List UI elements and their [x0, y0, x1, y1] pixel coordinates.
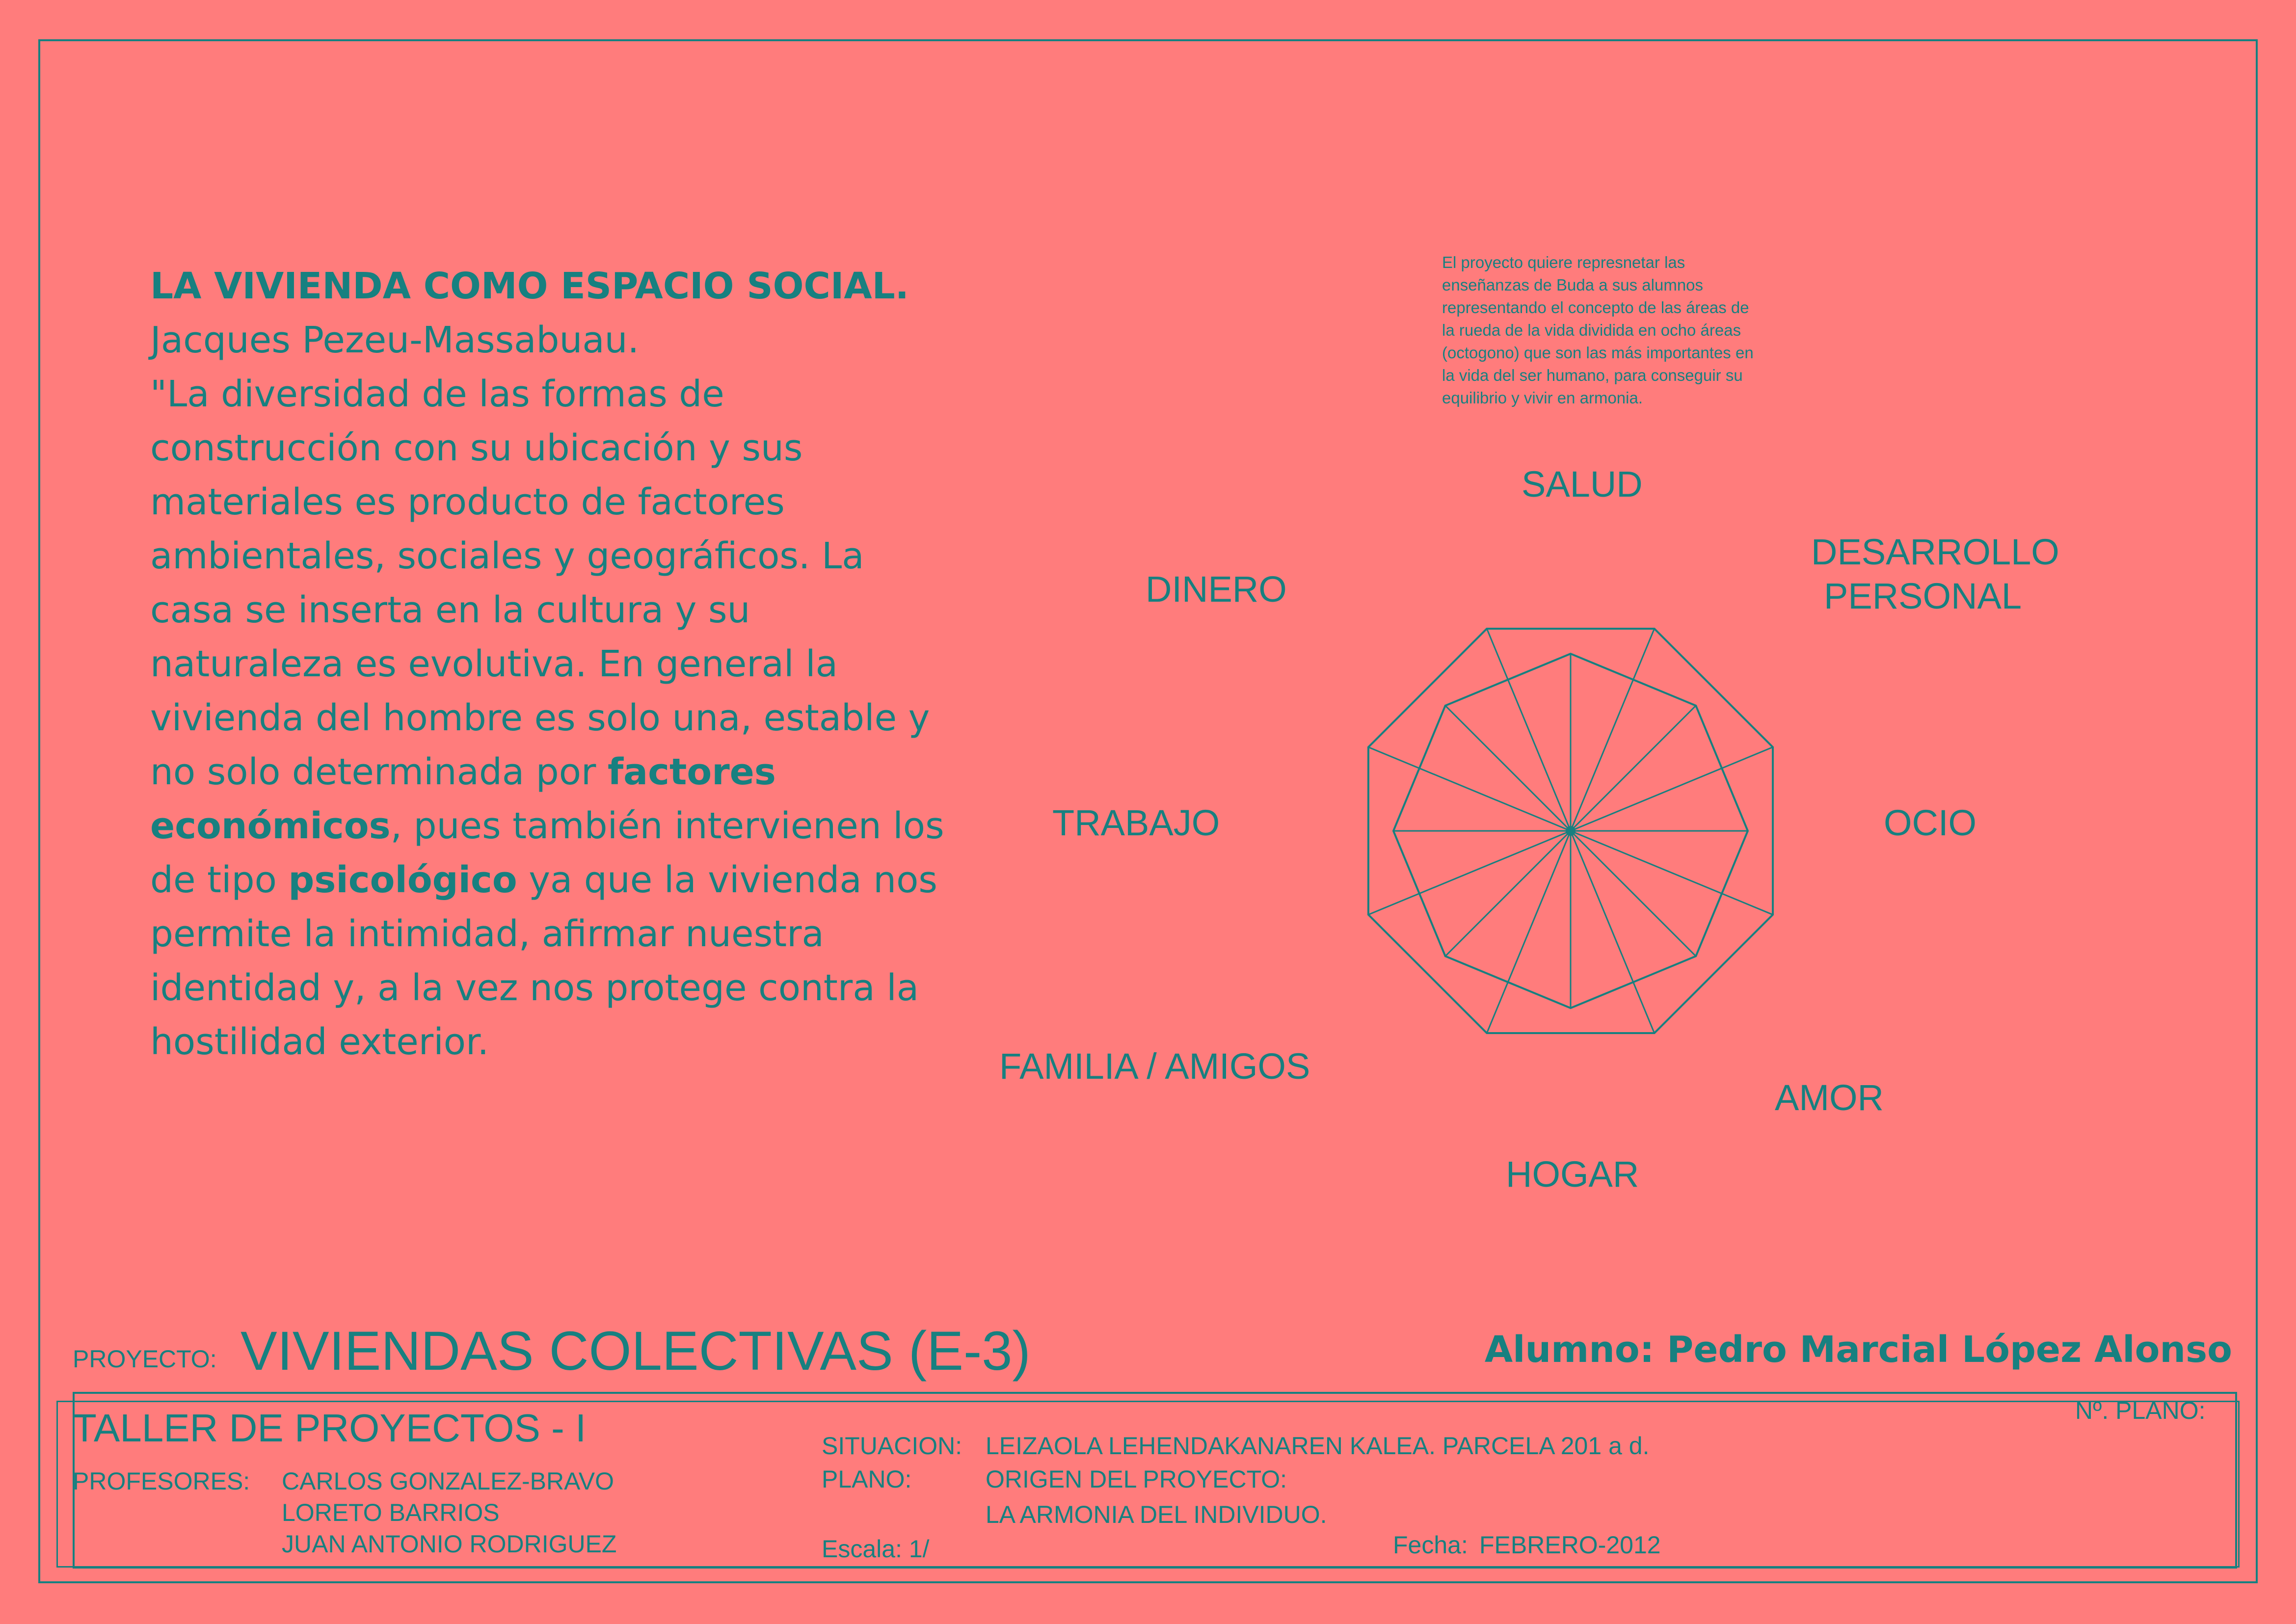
essay-bold-psicologico: psicológico: [288, 859, 517, 901]
situacion-label: SITUACION:: [822, 1432, 962, 1460]
escala: Escala: 1/: [822, 1535, 930, 1563]
profesores-label: PROFESORES:: [73, 1467, 250, 1495]
fecha-value: FEBRERO-2012: [1479, 1531, 1661, 1559]
essay-text: [150, 259, 945, 1069]
profesor-2: LORETO BARRIOS: [282, 1499, 500, 1526]
essay-title: LA VIVIENDA COMO ESPACIO SOCIAL.: [150, 265, 909, 307]
proyecto-title: VIVIENDAS COLECTIVAS (E-3): [240, 1320, 1031, 1382]
label-salud: SALUD: [1522, 464, 1643, 505]
label-familia-amigos: FAMILIA / AMIGOS: [999, 1046, 1310, 1087]
label-desarrollo-2: PERSONAL: [1824, 576, 2022, 616]
label-amor: AMOR: [1775, 1077, 1884, 1118]
profesor-1: CARLOS GONZALEZ-BRAVO: [282, 1467, 614, 1495]
proyecto-label: PROYECTO:: [73, 1345, 217, 1373]
label-desarrollo-1: DESARROLLO: [1811, 532, 2059, 572]
situacion-value: LEIZAOLA LEHENDAKANAREN KALEA. PARCELA 201 a d.: [986, 1432, 1650, 1460]
plano-value-2: LA ARMONIA DEL INDIVIDUO.: [986, 1501, 1327, 1528]
profesor-3: JUAN ANTONIO RODRIGUEZ: [282, 1530, 617, 1558]
plano-label: PLANO:: [822, 1465, 912, 1493]
label-ocio: OCIO: [1884, 802, 1977, 843]
label-dinero: DINERO: [1146, 569, 1287, 610]
taller-title: TALLER DE PROYECTOS - I: [73, 1406, 587, 1450]
essay-part-2: , pues también intervienen los de tipo: [150, 805, 944, 901]
project-note: El proyecto quiere represnetar las enseñanzas de Buda a sus alumnos representando el concepto de las áreas de la rueda de la vida dividida en ocho áreas (octogono) que son las más importantes en la vida del ser humano, para conseguir su equilibrio y vivir en armonia.: [1442, 253, 1754, 407]
alumno-name: Alumno: Pedro Marcial López Alonso: [1484, 1329, 2232, 1371]
essay-part-3: ya que la vivienda nos permite la intimidad, afirmar nuestra identidad y, a la vez nos protege contra la hostilidad exterior.: [150, 859, 937, 1063]
plano-value-1: ORIGEN DEL PROYECTO:: [986, 1465, 1287, 1493]
essay-author: Jacques Pezeu-Massabuau.: [150, 319, 640, 361]
label-hogar: HOGAR: [1506, 1154, 1639, 1195]
fecha-label: Fecha:: [1393, 1531, 1468, 1559]
label-trabajo: TRABAJO: [1052, 802, 1220, 843]
essay-part-1: "La diversidad de las formas de construcción con su ubicación y sus materiales es producto de factores ambientales, sociales y geográficos. La casa se inserta en la cultura y su naturaleza es evolutiva. En general la vivienda del hombre es solo una, estable y no solo determinada por: [150, 373, 930, 793]
essay-bold-economicos: factores económicos: [150, 751, 776, 847]
numero-plano-label: Nº. PLANO:: [2075, 1397, 2206, 1424]
